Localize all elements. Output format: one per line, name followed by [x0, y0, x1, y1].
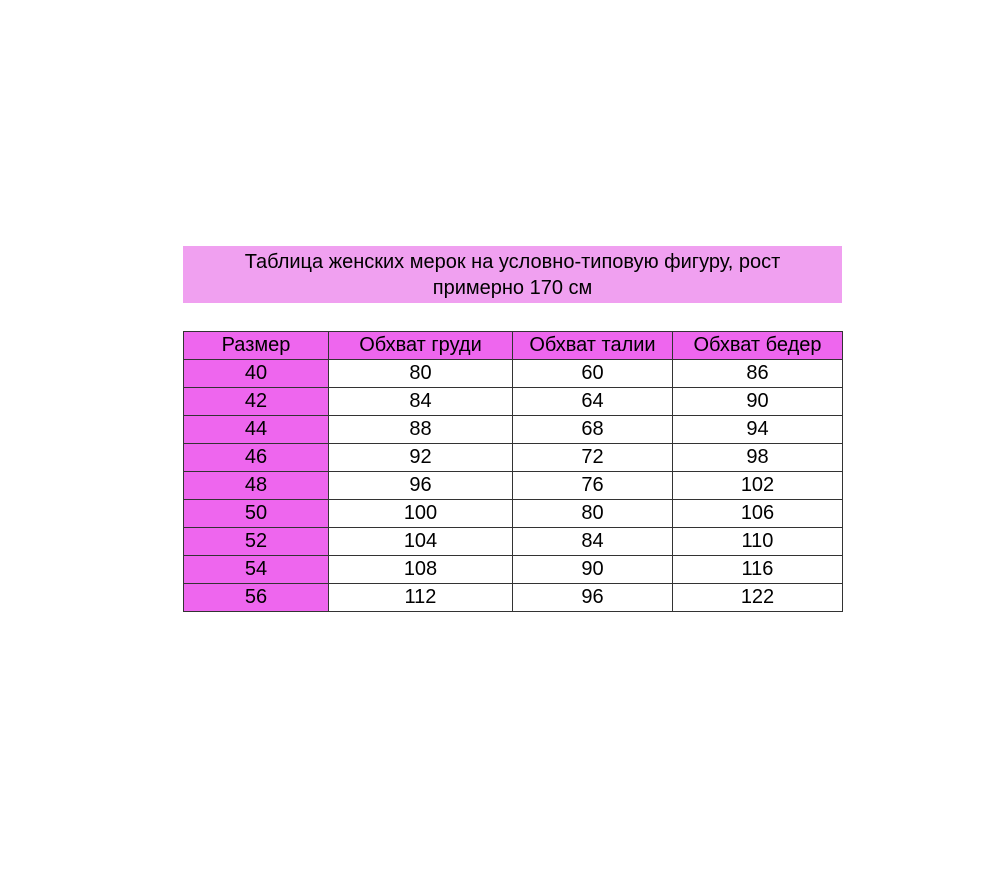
size-cell: 48 — [184, 472, 329, 500]
table-body — [184, 360, 843, 612]
bust-cell: 88 — [329, 416, 513, 444]
size-cell: 56 — [184, 584, 329, 612]
hips-cell: 98 — [673, 444, 843, 472]
hips-cell: 102 — [673, 472, 843, 500]
waist-cell: 90 — [513, 556, 673, 584]
waist-cell: 72 — [513, 444, 673, 472]
table-row — [184, 472, 843, 500]
size-chart-table — [183, 331, 843, 612]
waist-cell: 68 — [513, 416, 673, 444]
waist-cell: 80 — [513, 500, 673, 528]
hips-cell: 90 — [673, 388, 843, 416]
waist-cell: 60 — [513, 360, 673, 388]
bust-cell: 112 — [329, 584, 513, 612]
table-row — [184, 388, 843, 416]
hips-cell: 110 — [673, 528, 843, 556]
bust-cell: 108 — [329, 556, 513, 584]
table-row — [184, 416, 843, 444]
size-cell: 52 — [184, 528, 329, 556]
column-header-bust: Обхват груди — [329, 332, 513, 360]
waist-cell: 76 — [513, 472, 673, 500]
size-cell: 42 — [184, 388, 329, 416]
column-header-waist: Обхват талии — [513, 332, 673, 360]
waist-cell: 64 — [513, 388, 673, 416]
table-row — [184, 528, 843, 556]
bust-cell: 80 — [329, 360, 513, 388]
size-cell: 46 — [184, 444, 329, 472]
column-header-size: Размер — [184, 332, 329, 360]
bust-cell: 104 — [329, 528, 513, 556]
hips-cell: 86 — [673, 360, 843, 388]
hips-cell: 116 — [673, 556, 843, 584]
table-row — [184, 360, 843, 388]
bust-cell: 84 — [329, 388, 513, 416]
hips-cell: 94 — [673, 416, 843, 444]
table-title: Таблица женских мерок на условно-типовую фигуру, рост примерно 170 см — [244, 250, 781, 299]
table-row — [184, 500, 843, 528]
size-cell: 54 — [184, 556, 329, 584]
bust-cell: 92 — [329, 444, 513, 472]
table-header-row — [184, 332, 843, 360]
column-header-hips: Обхват бедер — [673, 332, 843, 360]
bust-cell: 96 — [329, 472, 513, 500]
table-title-banner — [183, 246, 842, 303]
size-cell: 40 — [184, 360, 329, 388]
waist-cell: 84 — [513, 528, 673, 556]
bust-cell: 100 — [329, 500, 513, 528]
size-cell: 44 — [184, 416, 329, 444]
table-row — [184, 444, 843, 472]
hips-cell: 122 — [673, 584, 843, 612]
size-cell: 50 — [184, 500, 329, 528]
hips-cell: 106 — [673, 500, 843, 528]
table-row — [184, 556, 843, 584]
table-row — [184, 584, 843, 612]
waist-cell: 96 — [513, 584, 673, 612]
